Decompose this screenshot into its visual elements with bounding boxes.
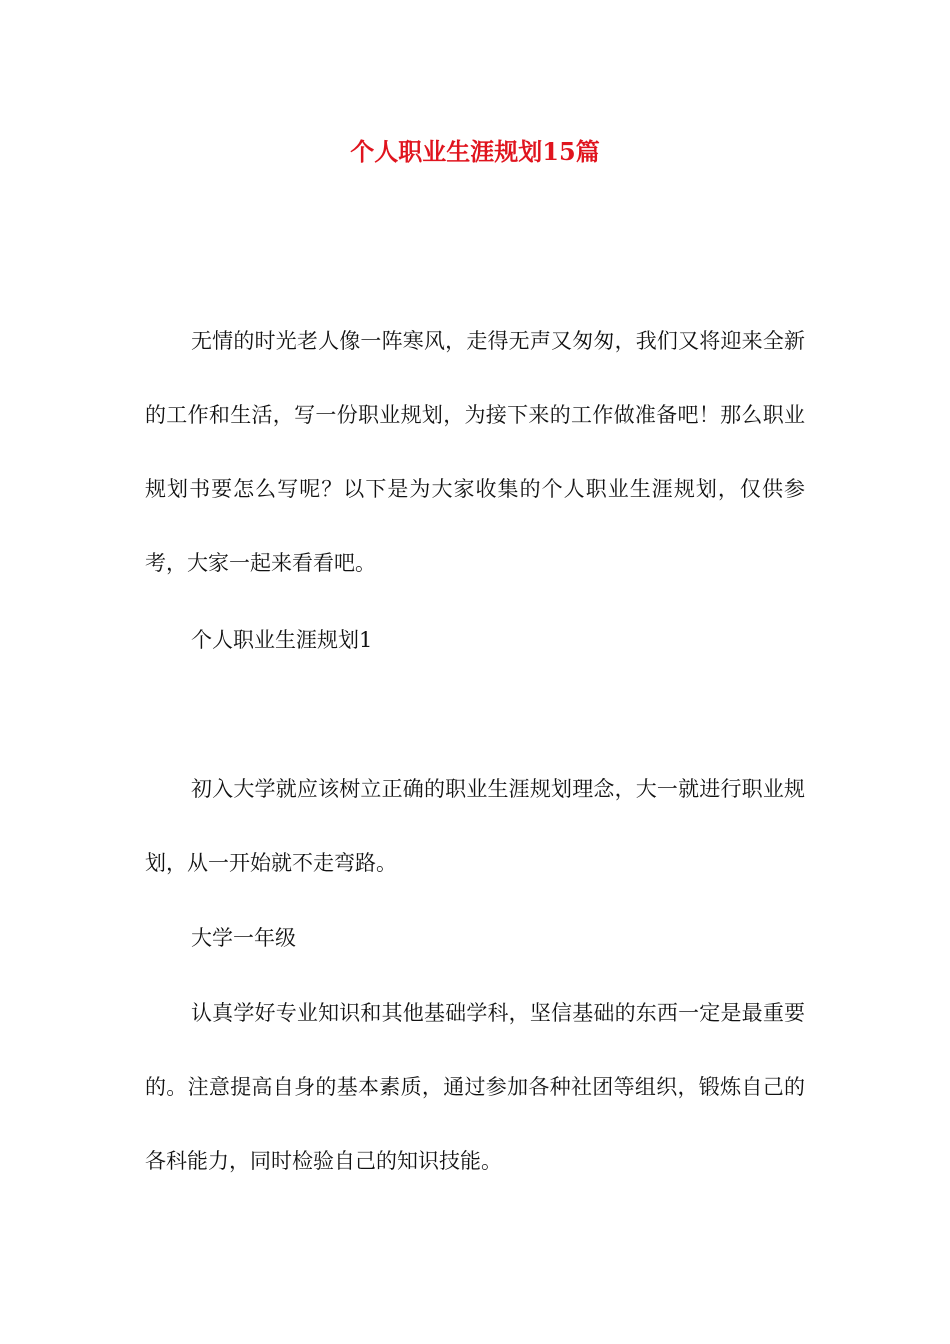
- year-1-heading: 大学一年级: [191, 926, 296, 950]
- year-1-paragraph: 认真学好专业知识和其他基础学科，坚信基础的东西一定是最重要的。注意提高自身的基本素质，通过参加各种社团等组织，锻炼自己的各科能力，同时检验自己的知识技能。: [145, 1001, 805, 1173]
- document-title: 个人职业生涯规划15篇: [350, 137, 600, 166]
- section-1-intro-paragraph: 初入大学就应该树立正确的职业生涯规划理念，大一就进行职业规划，从一开始就不走弯路。: [145, 777, 805, 875]
- section-1-heading: 个人职业生涯规划1: [191, 628, 373, 652]
- intro-paragraph: 无情的时光老人像一阵寒风，走得无声又匆匆，我们又将迎来全新的工作和生活，写一份职业规划，为接下来的工作做准备吧！那么职业规划书要怎么写呢？以下是为大家收集的个人职业生涯规划，仅供参考，大家一起来看看吧。: [145, 329, 805, 575]
